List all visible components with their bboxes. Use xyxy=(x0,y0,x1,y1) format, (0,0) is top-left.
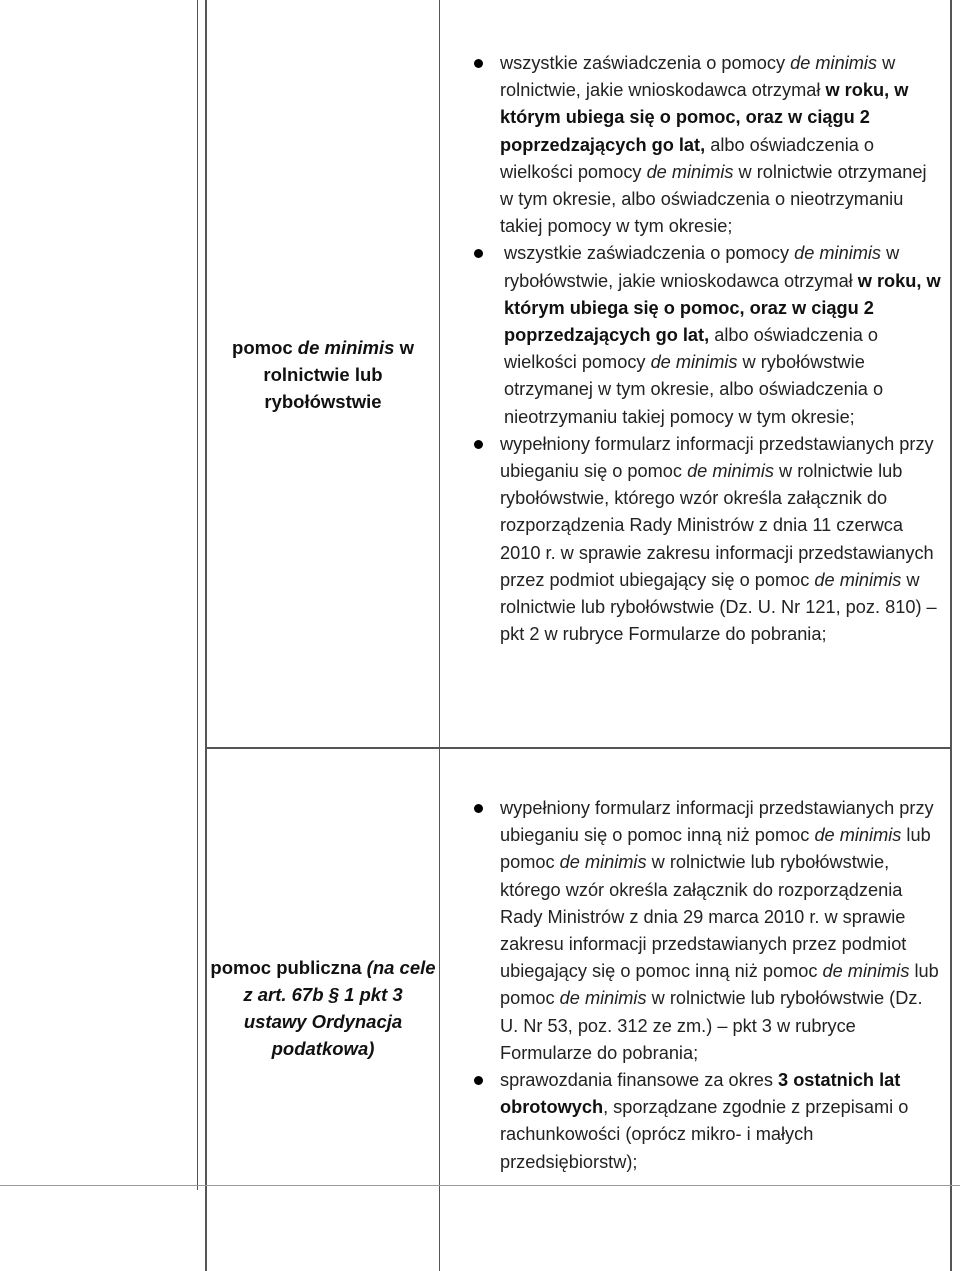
table-bottom-border xyxy=(0,1185,960,1186)
list-item: wypełniony formularz informacji przedstawianych przy ubieganiu się o pomoc inną niż pomoc de minimis lub pomoc de minimis w rolnictwie lub rybołówstwie, którego wzór określa załącznik do rozporządzenia Rady Ministrów z dnia 29 marca 2010 r. w sprawie zakresu informacji przedstawianych przez podmiot ubiegający się o pomoc inną niż pomoc de minimis lub pomoc de minimis w rolnictwie lub rybołówstwie (Dz. U. Nr 53, poz. 312 ze zm.) – pkt 3 w rubryce Formularze do pobrania; xyxy=(472,795,942,1067)
table-column-divider xyxy=(439,0,440,1271)
list-item: sprawozdania finansowe za okres 3 ostatnich lat obrotowych, sporządzane zgodnie z przepisami o rachunkowości (oprócz mikro- i małych przedsiębiorstw); xyxy=(472,1067,942,1176)
list-item: wszystkie zaświadczenia o pomocy de minimis w rybołówstwie, jakie wnioskodawca otrzymał w roku, w którym ubiega się o pomoc, oraz w ciągu 2 poprzedzających go lat, albo oświadczenia o wielkości pomocy de minimis w rybołówstwie otrzymanej w tym okresie, albo oświadczenia o nieotrzymaniu takiej pomocy w tym okresie; xyxy=(472,240,942,430)
table-left-outer-border xyxy=(197,0,198,1190)
list-item: wypełniony formularz informacji przedstawianych przy ubieganiu się o pomoc de minimis w rolnictwie lub rybołówstwie, którego wzór określa załącznik do rozporządzenia Rady Ministrów z dnia 11 czerwca 2010 r. w sprawie zakresu informacji przedstawianych przez podmiot ubiegający się o pomoc de minimis w rolnictwie lub rybołówstwie (Dz. U. Nr 121, poz. 810) –pkt 2 w rubryce Formularze do pobrania; xyxy=(472,431,942,649)
list-item: wszystkie zaświadczenia o pomocy de minimis w rolnictwie, jakie wnioskodawca otrzymał w roku, w którym ubiega się o pomoc, oraz w ciągu 2 poprzedzających go lat, albo oświadczenia o wielkości pomocy de minimis w rolnictwie otrzymanej w tym okresie, albo oświadczenia o nieotrzymaniu takiej pomocy w tym okresie; xyxy=(472,50,942,240)
table-row-divider xyxy=(205,747,952,749)
table-right-border xyxy=(950,0,952,1271)
requirements-list-de-minimis xyxy=(472,50,942,648)
table-left-border xyxy=(205,0,207,1271)
row-label-public-aid: pomoc publiczna (na cele z art. 67b § 1 pkt 3 ustawy Ordynacja podatkowa) xyxy=(210,957,436,1059)
row-label-de-minimis: pomoc de minimis w rolnictwie lub rybołówstwie xyxy=(232,337,414,412)
requirements-list-public-aid xyxy=(472,795,942,1176)
